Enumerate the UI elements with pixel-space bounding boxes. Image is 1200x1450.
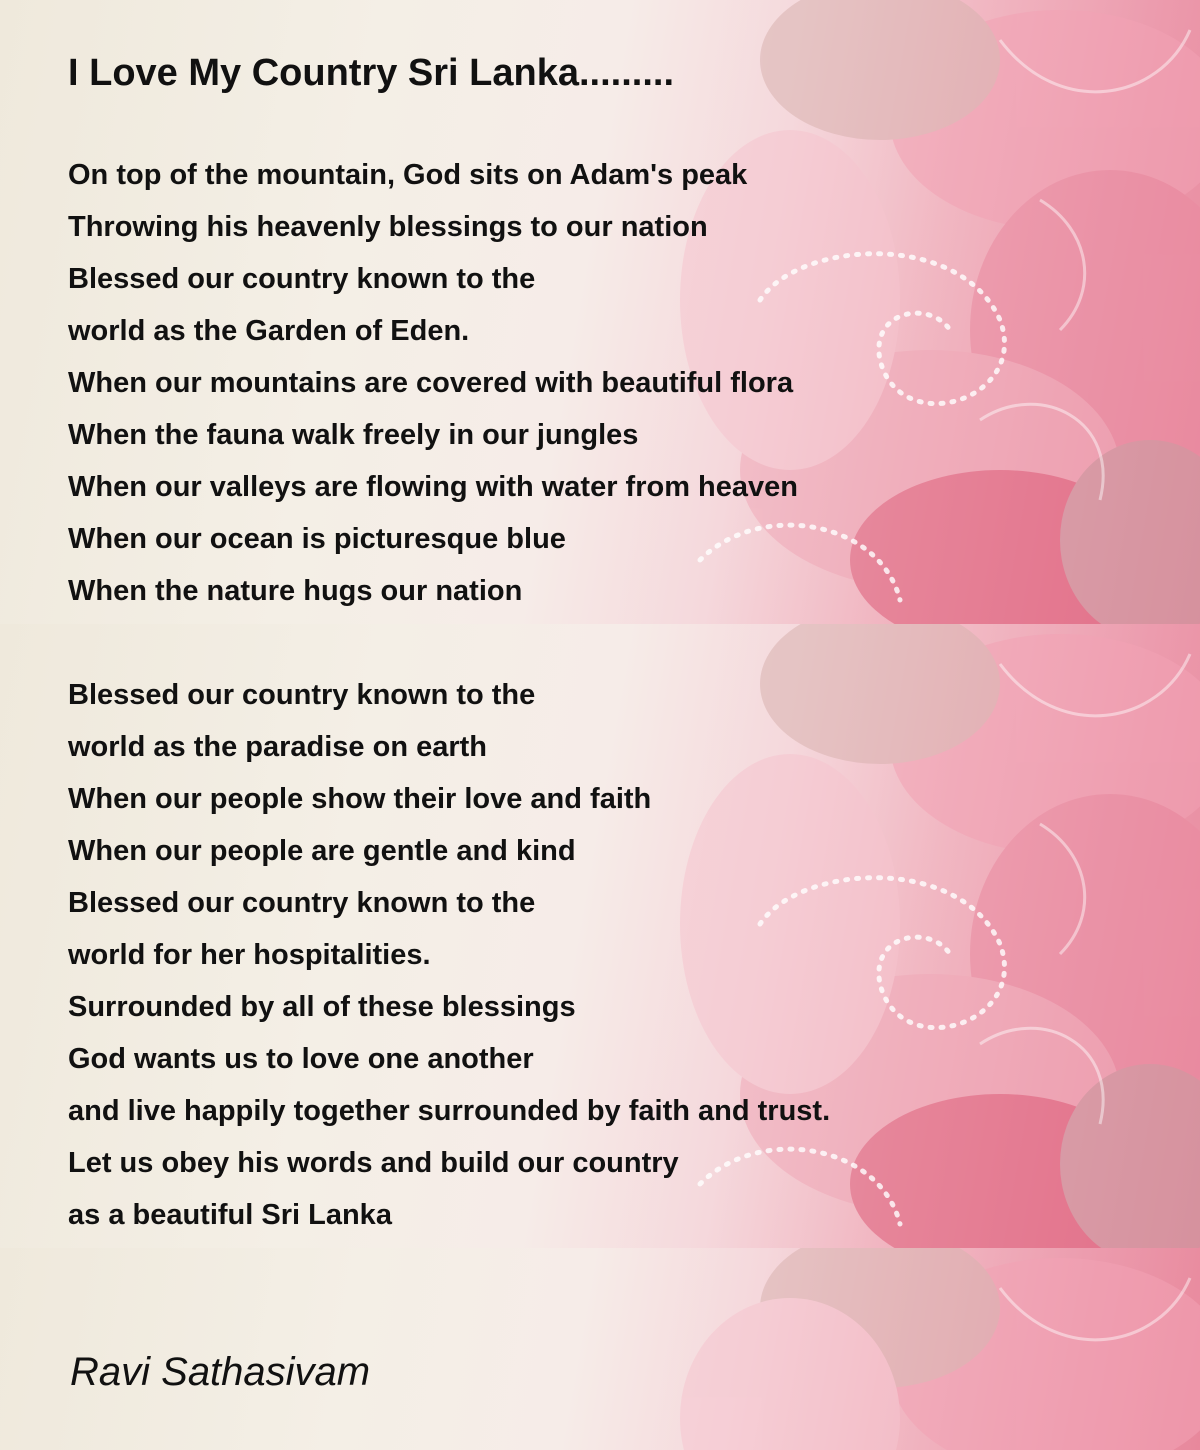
poem-line: When our people are gentle and kind (68, 835, 576, 867)
poem-line: When our ocean is picturesque blue (68, 523, 566, 555)
floral-pattern (0, 1248, 1200, 1450)
poem-line: Blessed our country known to the (68, 887, 536, 919)
poem-line: When our people show their love and faith (68, 783, 652, 815)
poem-line: When the fauna walk freely in our jungles (68, 419, 639, 451)
poem-line: When our mountains are covered with beautiful flora (68, 367, 794, 399)
poem-line: world for her hospitalities. (68, 939, 431, 971)
stanza (68, 149, 798, 617)
poem-line: Blessed our country known to the (68, 679, 536, 711)
poem-line: world as the Garden of Eden. (68, 315, 470, 347)
poem-line: Blessed our country known to the (68, 263, 536, 295)
poem-line: On top of the mountain, God sits on Adam's peak (68, 159, 748, 191)
poem-line: When our valleys are flowing with water from heaven (68, 471, 798, 503)
poem-line: and live happily together surrounded by faith and trust. (68, 1095, 831, 1127)
poem-line: God wants us to love one another (68, 1043, 534, 1075)
poem-line: world as the paradise on earth (68, 731, 487, 763)
poem-line: When the nature hugs our nation (68, 575, 523, 607)
poem-line: Surrounded by all of these blessings (68, 991, 576, 1023)
poem-line: Let us obey his words and build our country (68, 1147, 679, 1179)
floral-background-tile (0, 1248, 1200, 1450)
poem-title: I Love My Country Sri Lanka......... (68, 52, 675, 94)
author-name: Ravi Sathasivam (70, 1350, 371, 1394)
poem-line: Throwing his heavenly blessings to our nation (68, 211, 708, 243)
poem-line: as a beautiful Sri Lanka (68, 1199, 392, 1231)
stanza (68, 669, 830, 1241)
